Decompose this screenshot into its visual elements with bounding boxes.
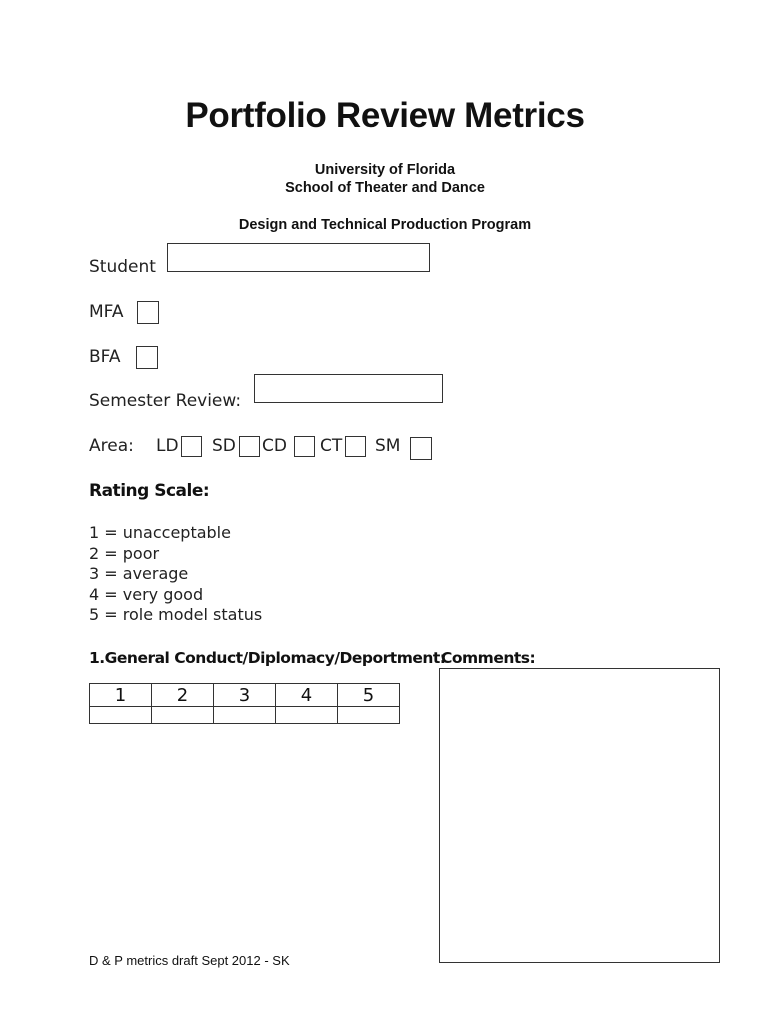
student-label: Student <box>89 257 156 277</box>
bfa-label: BFA <box>89 347 121 367</box>
comments-label: Comments: <box>441 649 536 667</box>
page-title: Portfolio Review Metrics <box>185 96 585 135</box>
student-field[interactable] <box>167 243 430 272</box>
mfa-checkbox[interactable] <box>137 301 159 324</box>
footer-text: D & P metrics draft Sept 2012 - SK <box>89 953 290 968</box>
university-name: University of Florida <box>314 162 456 178</box>
rating-scale-item: 5 = role model status <box>89 605 263 624</box>
area-sm-checkbox[interactable] <box>410 437 432 460</box>
rating-scale-list <box>89 523 262 626</box>
bfa-checkbox[interactable] <box>136 346 158 369</box>
program-name: Design and Technical Production Program <box>238 217 532 233</box>
rating-4-field[interactable] <box>276 707 338 724</box>
area-cd-checkbox[interactable] <box>294 436 315 457</box>
rating-scale-item: 1 = unacceptable <box>89 523 231 542</box>
rating-table <box>89 683 400 724</box>
rating-5-header: 5 <box>338 684 400 707</box>
area-sd-checkbox[interactable] <box>239 436 260 457</box>
rating-scale-item: 3 = average <box>89 564 189 583</box>
area-ld-checkbox[interactable] <box>181 436 202 457</box>
rating-scale-item: 4 = very good <box>89 584 204 604</box>
rating-1-header: 1 <box>90 684 152 707</box>
rating-1-field[interactable] <box>90 707 152 724</box>
semester-review-field[interactable] <box>254 374 443 403</box>
rating-2-field[interactable] <box>152 707 214 724</box>
rating-scale-heading: Rating Scale: <box>89 481 210 501</box>
area-ct-checkbox[interactable] <box>345 436 366 457</box>
comments-field[interactable] <box>439 668 720 963</box>
rating-2-header: 2 <box>152 684 214 707</box>
area-sd-label: SD <box>212 436 236 456</box>
area-cd-label: CD <box>262 436 287 456</box>
area-label: Area: <box>89 436 134 456</box>
semester-review-label: Semester Review: <box>89 391 242 411</box>
section-1-heading: 1.General Conduct/Diplomacy/Deportment: <box>89 649 446 667</box>
rating-3-field[interactable] <box>214 707 276 724</box>
school-name: School of Theater and Dance <box>285 180 485 196</box>
rating-3-header: 3 <box>214 684 276 707</box>
rating-scale-item: 2 = poor <box>89 543 160 563</box>
rating-4-header: 4 <box>276 684 338 707</box>
area-ct-label: CT <box>320 436 343 456</box>
rating-5-field[interactable] <box>338 707 400 724</box>
area-ld-label: LD <box>156 436 179 456</box>
area-sm-label: SM <box>375 436 401 456</box>
mfa-label: MFA <box>89 302 124 322</box>
